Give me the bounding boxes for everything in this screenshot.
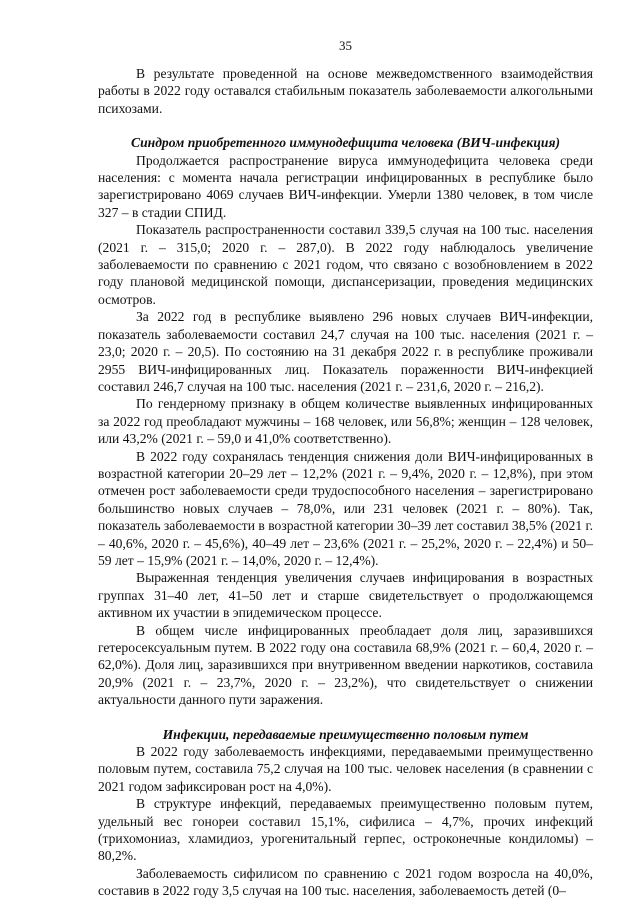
paragraph-hiv-spread: Продолжается распространение вируса иммунодефицита человека среди населения: с момента начала регистрации инфицированных в республике было зарегистрировано 4069 случаев ВИЧ-инфекции. Умерли 1380 человек, в том числе 327 – в стадии СПИД. — [98, 152, 593, 220]
heading-sti: Инфекции, передаваемые преимущественно половым путем — [162, 726, 529, 742]
spacer — [98, 117, 593, 134]
spacer — [98, 709, 593, 726]
paragraph-hiv-transmission: В общем числе инфицированных преобладает доля лиц, заразившихся гетеросексуальным путем. В 2022 году она составила 68,9% (2021 г. – 60,4, 2020 г. – 62,0%). Доля лиц, заразившихся при внутривенном введении наркотиков, составила 20,9% (2021 г. – 23,7%, 2020 г. – 23,2%), что свидетельствует о снижении актуальности данного пути заражения. — [98, 622, 593, 708]
paragraph-hiv-prevalence: Показатель распространенности составил 339,5 случая на 100 тыс. населения (2021 г. – 315,0; 2020 г. – 287,0). В 2022 году наблюдалось увеличение заболеваемости по сравнению с 2021 годом, что связано с возобновлением в 2022 году плановой медицинской помощи, диспансеризации, проведения медицинских осмотров. — [98, 222, 593, 307]
paragraph-alcohol-psychoses: В результате проведенной на основе межведомственного взаимодействия работы в 2022 году оставался стабильным показатель заболеваемости алкогольными психозами. — [98, 66, 593, 116]
paragraph-hiv-age-trend: Выраженная тенденция увеличения случаев инфицирования в возрастных группах 31–40 лет, 41–50 лет и старше свидетельствует о продолжающемся активном их участии в эпидемическом процессе. — [98, 570, 593, 621]
heading-hiv: Синдром приобретенного иммунодефицита человека (ВИЧ-инфекция) — [131, 135, 560, 151]
paragraph-hiv-new-cases: За 2022 год в республике выявлено 296 новых случаев ВИЧ-инфекции, показатель заболеваемости составил 24,7 случая на 100 тыс. населения (2021 г. – 23,0; 2020 г. – 20,5). По состоянию на 31 декабря 2022 г. в республике проживали 2955 ВИЧ-инфицированных лиц. Показатель пораженности ВИЧ-инфекцией составил 246,7 случая на 100 тыс. населения (2021 г. – 231,6, 2020 г. – 216,2). — [98, 309, 593, 394]
page-number: 35 — [339, 38, 352, 53]
paragraph-hiv-age: В 2022 году сохранялась тенденция снижения доли ВИЧ-инфицированных в возрастной категории 20–29 лет – 12,2% (2021 г. – 9,4%, 2020 г. – 12,8%), при этом отмечен рост заболеваемости среди трудоспособного населения – зарегистрировано большинство новых случаев – 78,0%, или 231 человек (2021 г. – 80%). Так, показатель заболеваемости в возрастной категории 30–39 лет составил 38,5% (2021 г. – 40,6%, 2020 г. – 45,6%), 40–49 лет – 23,6% (2021 г. – 25,2%, 2020 г. – 22,4%) и 50–59 лет – 15,9% (2021 г. – 14,0%, 2020 г. – 12,4%). — [98, 448, 593, 568]
paragraph-sti-structure: В структуре инфекций, передаваемых преимущественно половым путем, удельный вес гонореи составил 15,1%, сифилиса – 4,7%, прочих инфекций (трихомониаз, хламидиоз, урогенитальный герпес, остроконечные кондиломы) – 80,2%. — [98, 796, 593, 864]
paragraph-hiv-gender: По гендерному признаку в общем количестве выявленных инфицированных за 2022 год преобладают мужчины – 168 человек, или 56,8%; женщин – 128 человек, или 43,2% (2021 г. – 59,0 и 41,0% соответственно). — [98, 396, 593, 447]
paragraph-sti-incidence: В 2022 году заболеваемость инфекциями, передаваемыми преимущественно половым путем, составила 75,2 случая на 100 тыс. человек населения (в сравнении с 2021 годом зафиксирован рост на 4,0%). — [98, 744, 593, 794]
paragraph-syphilis: Заболеваемость сифилисом по сравнению с 2021 годом возросла на 40,0%, составив в 2022 году 3,5 случая на 100 тыс. населения, заболеваемость детей (0– — [98, 865, 593, 899]
